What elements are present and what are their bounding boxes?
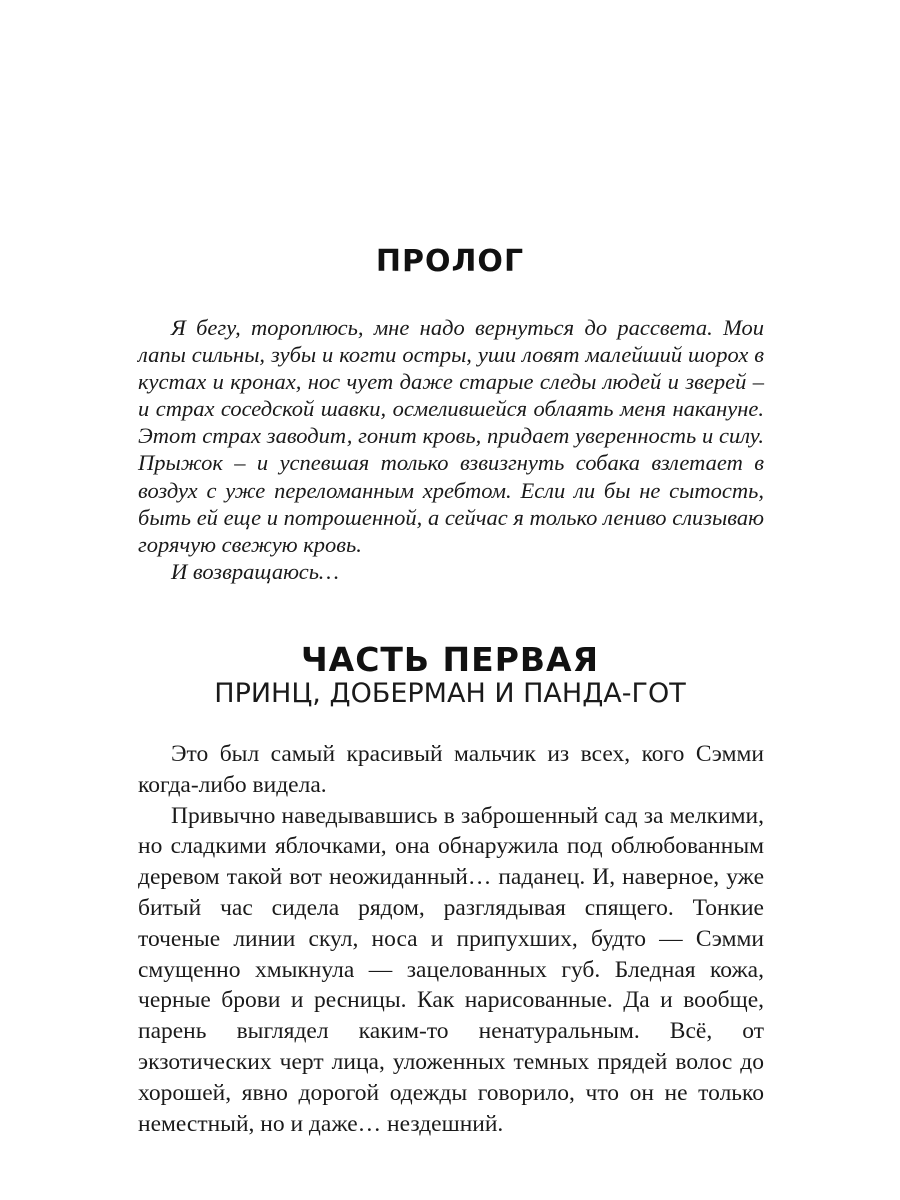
part-heading: ЧАСТЬ ПЕРВАЯ	[300, 640, 600, 679]
chapter-text	[138, 739, 764, 1139]
prologue-paragraph: Я бегу, тороплюсь, мне надо вернуться до рассвета. Мои лапы сильны, зубы и когти остры, уши ловят малейший шорох в кустах и кронах, нос чует даже старые следы людей и зверей – и страх соседской шавки, осмелившейся облаять меня накануне. Этот страх заводит, гонит кровь, придает уверенность и силу. Прыжок – и успевшая только взвизгнуть собака взлетает в воздух с уже переломанным хребтом. Если ли бы не сытость, быть ей еще и потрошенной, а сейчас я только лениво слизываю горячую свежую кровь.	[138, 315, 764, 557]
prologue-paragraph: И возвращаюсь…	[171, 558, 339, 584]
chapter-paragraph: Это был самый красивый мальчик из всех, кого Сэмми когда-либо видела.	[138, 741, 764, 798]
chapter-title: ПРИНЦ, ДОБЕРМАН И ПАНДА-ГОТ	[214, 678, 686, 709]
prologue-heading: ПРОЛОГ	[375, 244, 525, 279]
prologue-text	[138, 314, 764, 585]
chapter-paragraph: Привычно наведывавшись в заброшенный сад за мелкими, но сладкими яблочками, она обнаружила под облюбованным деревом такой вот неожиданный… паданец. И, наверное, уже битый час сидела рядом, разглядывая спящего. Тонкие точеные линии скул, носа и припухших, будто — Сэмми смущенно хмыкнула — зацелованных губ. Бледная кожа, черные брови и ресницы. Как нарисованные. Да и вообще, парень выглядел каким-то ненатуральным. Всё, от экзотических черт лица, уложенных темных прядей волос до хорошей, явно дорогой одежды говорило, что он не только неместный, но и даже… нездешний.	[138, 802, 764, 1137]
